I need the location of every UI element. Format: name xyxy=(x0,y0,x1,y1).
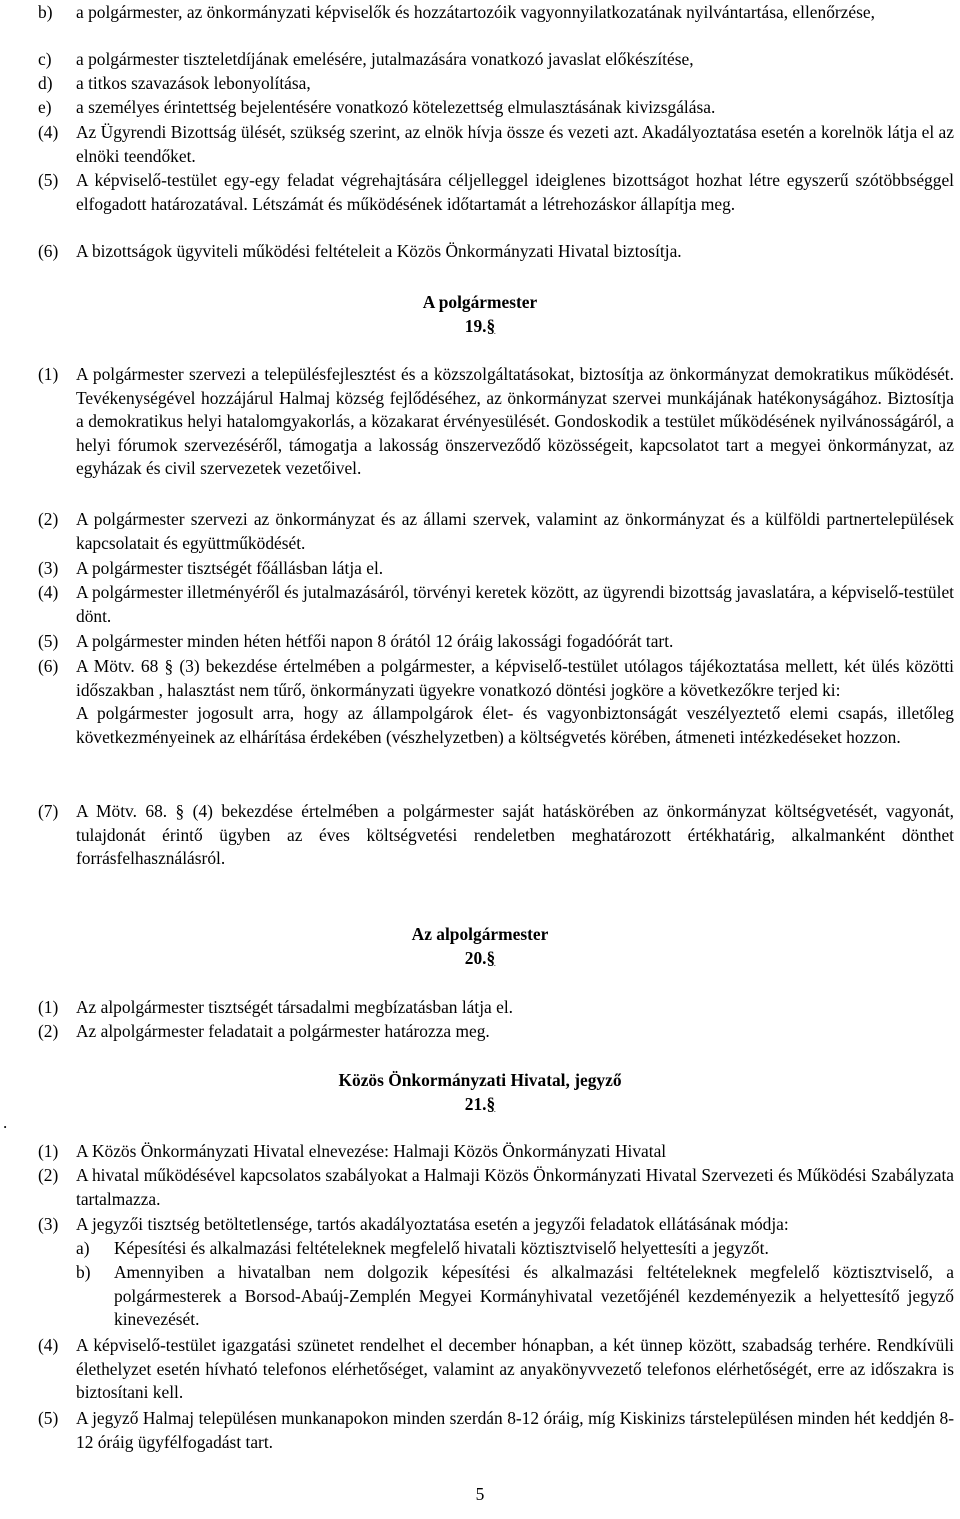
list-label: a) xyxy=(76,1238,90,1258)
page-number: 5 xyxy=(475,1484,485,1504)
section-19-item-6 xyxy=(38,655,954,749)
paragraph-text: A jegyző Halmaj településen munkanapokon minden szerdán 8-12 óráig, míg Kiskinizs társtelepülésen minden hét keddjén 8-12 óráig ügyfélfogadást tart. xyxy=(76,1408,954,1452)
paragraph-label: (4) xyxy=(38,582,59,602)
section-19-item-7 xyxy=(38,800,954,871)
paragraph-text: A polgármester jogosult arra, hogy az állampolgárok élet- és vagyonbiztonságát veszélyeztető elemi csapás, illetőleg következményeinek az elhárítása érdekében (vészhelyzetben) a költségvetés körében, átmeneti intézkedéseket hozzon. xyxy=(76,703,954,747)
paragraph-label: (2) xyxy=(38,509,59,529)
list-item-e xyxy=(38,96,954,120)
list-label: b) xyxy=(38,2,53,22)
paragraph-label: (1) xyxy=(38,1141,59,1161)
section-19-item-5 xyxy=(38,630,954,654)
section-20-title: Az alpolgármester xyxy=(411,924,549,944)
section-number: 20. xyxy=(464,948,487,968)
section-number: 19. xyxy=(464,316,487,336)
section-20-item-1 xyxy=(38,996,954,1020)
paragraph-text: A polgármester tisztségét főállásban látja el. xyxy=(76,558,384,578)
list-item-b xyxy=(38,1,954,25)
paragraph-text: Az alpolgármester tisztségét társadalmi megbízatásban látja el. xyxy=(76,997,514,1017)
list-label: d) xyxy=(38,73,53,93)
section-19-item-4 xyxy=(38,581,954,628)
paragraph-label: (5) xyxy=(38,631,59,651)
paragraph-label: (4) xyxy=(38,1335,59,1355)
paragraph-text: Az alpolgármester feladatait a polgármester határozza meg. xyxy=(76,1021,490,1041)
paragraph-label: (6) xyxy=(38,656,59,676)
list-text: a polgármester, az önkormányzati képviselők és hozzátartozóik vagyonnyilatkozatának nyilvántartása, ellenőrzése, xyxy=(76,2,875,22)
paragraph-sign-icon: § xyxy=(486,1094,496,1114)
list-text: a polgármester tiszteletdíjának emelésére, jutalmazására vonatkozó javaslat előkészítése, xyxy=(76,49,694,69)
paragraph-text: A hivatal működésével kapcsolatos szabályokat a Halmaji Közös Önkormányzati Hivatal Szervezeti és Működési Szabályzata tartalmazza. xyxy=(76,1165,954,1209)
section-21-item-4 xyxy=(38,1334,954,1405)
list-text: Amennyiben a hivatalban nem dolgozik képesítési és alkalmazási feltételeknek megfelelő köztisztviselő, a polgármesterek a Borsod-Abaúj-Zemplén Megyei Kormányhivatal vezetőjénél kezdeményezik a helyettesítő jegyző kinevezését. xyxy=(114,1262,954,1330)
section-21-item-5 xyxy=(38,1407,954,1454)
paragraph-label: (7) xyxy=(38,801,59,821)
section-number: 21. xyxy=(464,1094,487,1114)
section-21-item-2 xyxy=(38,1164,954,1211)
paragraph-label: (3) xyxy=(38,558,59,578)
list-label: b) xyxy=(76,1262,91,1282)
paragraph-text: A képviselő-testület igazgatási szünetet rendelhet el december hónapban, a két ünnep között, szabadság terhére. Rendkívüli élethelyzet esetén hívható telefonos elérhetőséget, valamint az anyakönyvvezető telefonos elérhetőségét, erre az időszakra is biztosítani kell. xyxy=(76,1335,954,1403)
list-label: c) xyxy=(38,49,52,69)
list-label: e) xyxy=(38,97,52,117)
section-21-number xyxy=(0,1093,960,1116)
paragraph-text: A képviselő-testület egy-egy feladat végrehajtására céljelleggel ideiglenes bizottságot hozhat létre egyszerű szótöbbséggel elfogadott határozatával. Létszámát és működésének időtartamát a létrehozáskor állapítja meg. xyxy=(76,170,954,214)
paragraph-text: A polgármester minden héten hétfői napon 8 órától 12 óráig lakossági fogadóórát tart. xyxy=(76,631,674,651)
paragraph-text: A polgármester szervezi a településfejlesztést és a közszolgáltatásokat, biztosítja az önkormányzat demokratikus működését. Tevékenységével hozzájárul Halmaj község fejlődéséhez, az önkormányzat szervei munkájának hatékonyságához. Biztosítja a demokratikus helyi hatalomgyakorlás, a közakarat érvényesülését. Gondoskodik a testület működésének nyilvánosságáról, a helyi fórumok szervezéséről, támogatja a lakosság önszerveződő közösségeit, kapcsolatot tart a megyei önkormányzat, az egyházak és civil szervezetek vezetőivel. xyxy=(76,364,954,479)
section-19-number xyxy=(0,315,960,338)
paragraph-text: Az Ügyrendi Bizottság ülését, szükség szerint, az elnök hívja össze és vezeti azt. Akadályoztatása esetén a korelnök látja el az elnöki teendőket. xyxy=(76,122,954,166)
paragraph-label: (4) xyxy=(38,122,59,142)
section-19-item-3 xyxy=(38,557,954,581)
paragraph-6 xyxy=(38,240,954,264)
paragraph-label: (5) xyxy=(38,1408,59,1428)
paragraph-body xyxy=(76,655,954,749)
margin-mark: . xyxy=(3,1113,8,1132)
paragraph-text: A Mötv. 68 § (3) bekezdése értelmében a polgármester, a képviselő-testület utólagos tájékoztatása mellett, két ülés közötti időszakban , halasztást nem tűrő, önkormányzati ügyekre vonatkozó döntési jogköre a következőkre terjed ki: xyxy=(76,656,954,700)
section-21-item-1 xyxy=(38,1140,954,1164)
paragraph-label: (2) xyxy=(38,1021,59,1041)
section-21-title: Közös Önkormányzati Hivatal, jegyző xyxy=(338,1070,622,1090)
paragraph-sign-icon: § xyxy=(486,316,496,336)
paragraph-label: (1) xyxy=(38,364,59,384)
paragraph-label: (3) xyxy=(38,1214,59,1234)
list-text: a titkos szavazások lebonyolítása, xyxy=(76,73,311,93)
list-item-d xyxy=(38,72,954,96)
list-text: a személyes érintettség bejelentésére vonatkozó kötelezettség elmulasztásának kivizsgálása. xyxy=(76,97,716,117)
section-19-title: A polgármester xyxy=(422,292,538,312)
paragraph-label: (2) xyxy=(38,1165,59,1185)
paragraph-text: A polgármester illetményéről és jutalmazásáról, törvényi keretek között, az ügyrendi bizottság javaslatára, a képviselő-testület dönt. xyxy=(76,582,954,626)
section-21-item-3a xyxy=(76,1237,954,1261)
list-item-c xyxy=(38,48,954,72)
paragraph-4 xyxy=(38,121,954,168)
paragraph-text: A Közös Önkormányzati Hivatal elnevezése: Halmaji Közös Önkormányzati Hivatal xyxy=(76,1141,667,1161)
paragraph-text: A bizottságok ügyviteli működési feltételeit a Közös Önkormányzati Hivatal biztosítja. xyxy=(76,241,682,261)
section-19-item-1 xyxy=(38,363,954,481)
paragraph-text: A jegyzői tisztség betöltetlensége, tartós akadályoztatása esetén a jegyzői feladatok ellátásának módja: xyxy=(76,1214,789,1234)
section-21-item-3 xyxy=(38,1213,954,1237)
paragraph-5 xyxy=(38,169,954,216)
list-text: Képesítési és alkalmazási feltételeknek megfelelő hivatali köztisztviselő helyettesíti a jegyzőt. xyxy=(114,1238,769,1258)
paragraph-label: (5) xyxy=(38,170,59,190)
section-21-item-3b xyxy=(76,1261,954,1332)
paragraph-text: A Mötv. 68. § (4) bekezdése értelmében a polgármester saját hatáskörében az önkormányzat költségvetését, vagyonát, tulajdonát érintő ügyben az éves költségvetési rendeletben meghatározott értékhatárig, alkalmanként dönthet forrásfelhasználásról. xyxy=(76,801,954,869)
paragraph-sign-icon: § xyxy=(486,948,496,968)
paragraph-text: A polgármester szervezi az önkormányzat és az állami szervek, valamint az önkormányzat és a külföldi partnertelepülések kapcsolatait és együttműködését. xyxy=(76,509,954,553)
section-20-number xyxy=(0,947,960,970)
paragraph-label: (6) xyxy=(38,241,59,261)
section-19-item-2 xyxy=(38,508,954,555)
section-20-item-2 xyxy=(38,1020,954,1044)
paragraph-label: (1) xyxy=(38,997,59,1017)
